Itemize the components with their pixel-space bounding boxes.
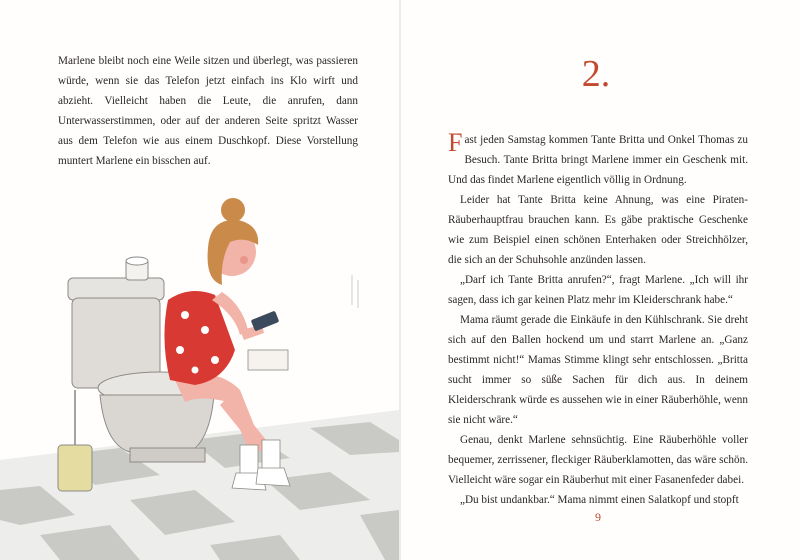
paragraph-3: „Darf ich Tante Britta anrufen?“, fragt Marlene. „Ich will ihr sagen, dass ich gar keinen Platz mehr im Kleiderschrank habe.“ bbox=[448, 274, 748, 306]
right-page-text bbox=[448, 130, 748, 510]
chapter-number: 2. bbox=[581, 53, 611, 95]
toilet-brush bbox=[58, 390, 92, 491]
drop-cap: F bbox=[448, 128, 463, 157]
toilet-paper-roll bbox=[126, 257, 148, 280]
paragraph-4: Mama räumt gerade die Einkäufe in den Kühlschrank. Sie dreht sich auf den Ballen hockend um und starrt Marlene an. „Ganz bestimmt nicht!“ Mamas Stimme klingt sehr entschlossen. „Britta sucht immer so süße Sachen für dich aus. In deinem Kleiderschrank würde es aussehen wie in einer Räuberhöhle, wenn sie nicht wäre.“ bbox=[448, 314, 748, 426]
paragraph-2: Leider hat Tante Britta keine Ahnung, was eine Piraten-Räuberhauptfrau brauchen kann. Es gäbe praktische Geschenke wie zum Beispiel einen schönen Enterhaken oder Streichhölzer, die sich an der Schuhsohle anzünden lassen. bbox=[448, 194, 748, 266]
illustration-girl-on-toilet bbox=[0, 190, 399, 560]
wall-marks bbox=[352, 275, 358, 308]
left-page bbox=[0, 0, 399, 560]
paragraph-6: „Du bist undankbar.“ Mama nimmt einen Salatkopf und stopft bbox=[460, 494, 739, 506]
left-page-paragraph: Marlene bleibt noch eine Weile sitzen und überlegt, was passieren würde, wenn sie das Telefon jetzt einfach ins Klo wirft und abzieht. Vielleicht haben die Leute, die anrufen, dann Unterwasserstimmen, oder auf der anderen Seite spritzt Wasser aus dem Telefon wie aus einem Duschkopf. Diese Vorstellung muntert Marlene ein bisschen auf. bbox=[58, 55, 358, 167]
paragraph-5: Genau, denkt Marlene sehnsüchtig. Eine Räuberhöhle voller bequemer, zerrissener, fleckiger Räuberklamotten, das wäre schön. Vielleicht wäre sogar ein Räuberhut mit einer Fasanenfeder dabei. bbox=[448, 434, 748, 486]
paragraph-1: Fast jeden Samstag kommen Tante Britta und Onkel Thomas zu Besuch. Tante Britta bringt Marlene immer ein Geschenk mit. Und das findet Marlene eigentlich völlig in Ordnung. bbox=[448, 128, 748, 186]
page-number: 9 bbox=[595, 510, 601, 524]
